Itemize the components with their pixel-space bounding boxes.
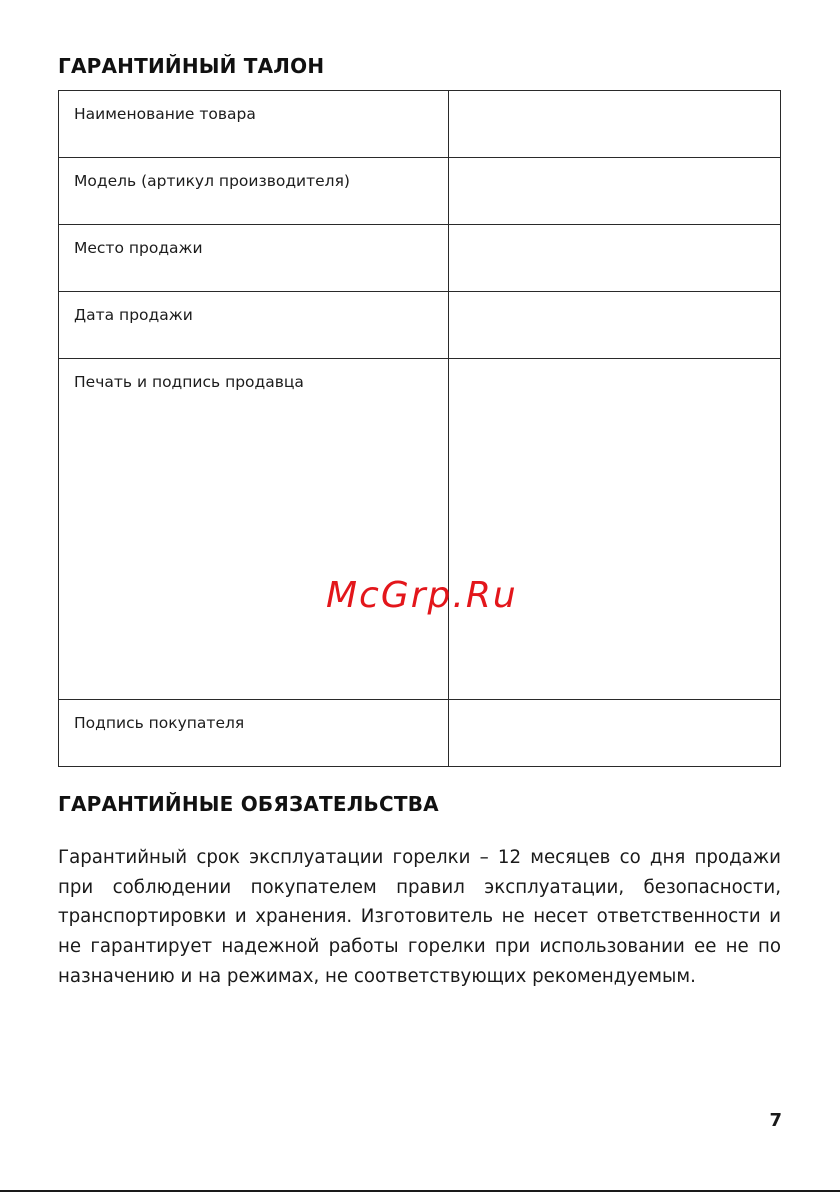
warranty-obligations-text: Гарантийный срок эксплуатации горелки – 12 месяцев со дня продажи при соблюдении покупателем правил эксплуатации, безопасности, транспортировки и хранения. Изготовитель не несет ответственности и не гарантирует надежной работы горелки при использовании ее не по назначению и на режимах, не соответствующих рекомендуемым. xyxy=(58,847,781,987)
watermark: McGrp.Ru xyxy=(326,575,518,616)
product-name-label: Наименование товара xyxy=(59,91,449,158)
place-of-sale-field[interactable] xyxy=(449,225,781,292)
table-row xyxy=(59,292,781,359)
buyer-signature-field[interactable] xyxy=(449,700,781,767)
page-number: 7 xyxy=(769,1110,782,1131)
sale-date-label: Дата продажи xyxy=(59,292,449,359)
model-field[interactable] xyxy=(449,158,781,225)
sale-date-field[interactable] xyxy=(449,292,781,359)
table-row xyxy=(59,91,781,158)
warranty-card-title: ГАРАНТИЙНЫЙ ТАЛОН xyxy=(58,54,325,78)
warranty-obligations-title: ГАРАНТИЙНЫЕ ОБЯЗАТЕЛЬСТВА xyxy=(58,792,439,816)
table-row xyxy=(59,700,781,767)
table-row xyxy=(59,225,781,292)
product-name-field[interactable] xyxy=(449,91,781,158)
seller-stamp-signature-field[interactable] xyxy=(449,359,781,700)
model-label: Модель (артикул производителя) xyxy=(59,158,449,225)
seller-stamp-signature-label: Печать и подпись продавца xyxy=(59,359,449,700)
buyer-signature-label: Подпись покупателя xyxy=(59,700,449,767)
place-of-sale-label: Место продажи xyxy=(59,225,449,292)
table-row xyxy=(59,158,781,225)
table-row xyxy=(59,359,781,700)
warranty-card-table xyxy=(58,90,781,767)
